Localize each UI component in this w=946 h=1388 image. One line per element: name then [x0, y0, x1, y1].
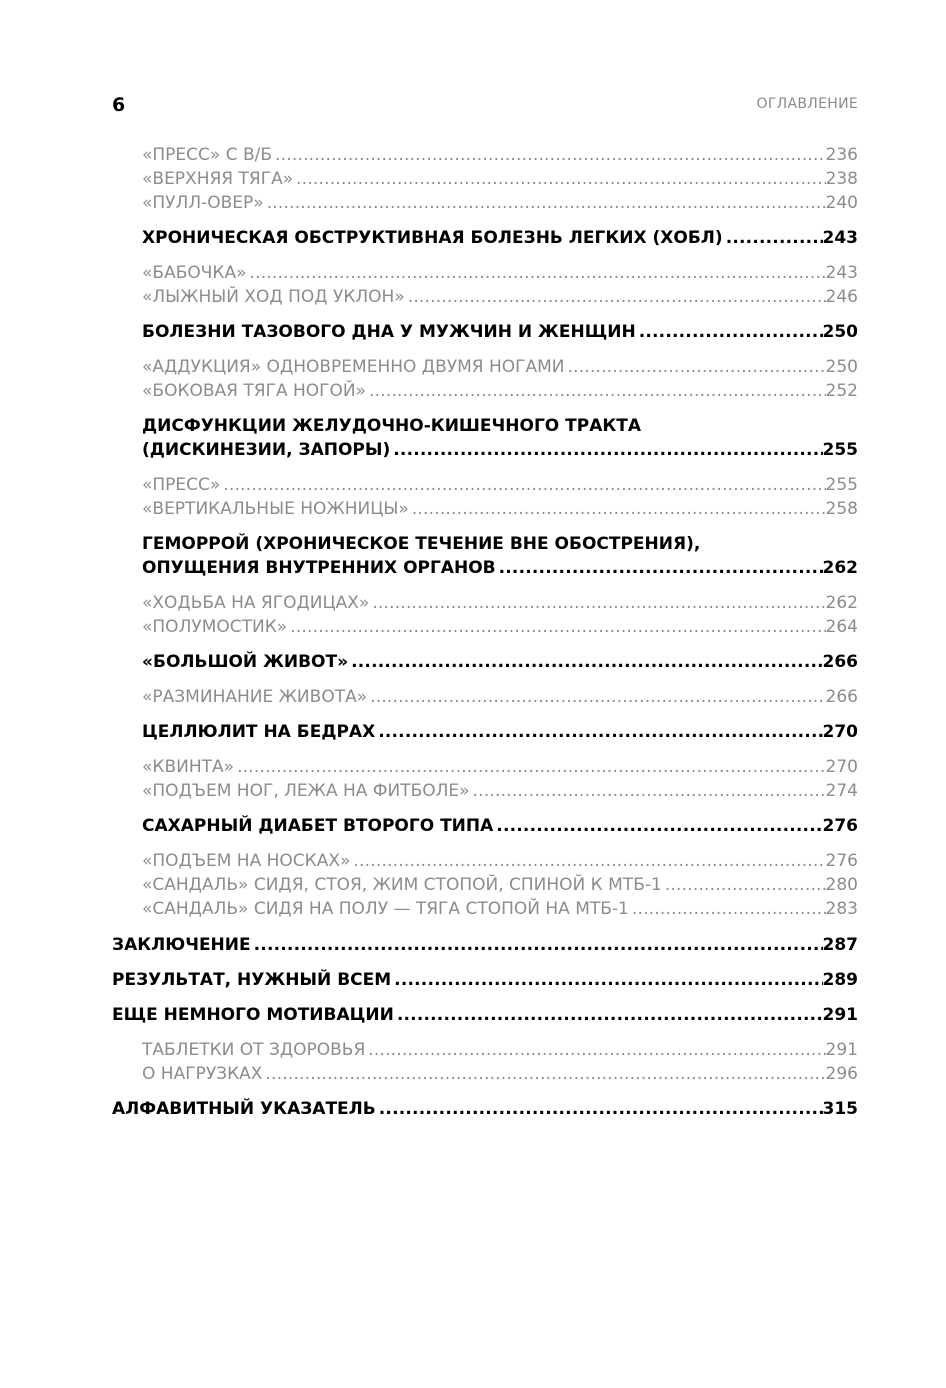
toc-entry-page: 246	[825, 287, 858, 307]
toc-entry[interactable]	[112, 497, 858, 521]
toc-entry-page: 258	[825, 499, 858, 519]
table-of-contents	[112, 143, 858, 1121]
toc-entry-page: 243	[825, 263, 858, 283]
toc-entry-title: «БОКОВАЯ ТЯГА НОГОЙ»	[142, 381, 367, 401]
toc-section-page: 250	[822, 322, 858, 342]
toc-entry-title: «ПУЛЛ-ОВЕР»	[142, 193, 264, 213]
toc-entry[interactable]	[112, 1038, 858, 1062]
toc-chapter-page: 315	[822, 1099, 858, 1119]
toc-section-hemo-line1[interactable]: ГЕМОРРОЙ (ХРОНИЧЕСКОЕ ТЕЧЕНИЕ ВНЕ ОБОСТРЕНИЯ),	[142, 534, 701, 554]
toc-section-gi-line1[interactable]: ДИСФУНКЦИИ ЖЕЛУДОЧНО-КИШЕЧНОГО ТРАКТА	[142, 416, 642, 436]
toc-section-title: ОПУЩЕНИЯ ВНУТРЕННИХ ОРГАНОВ	[142, 558, 496, 578]
toc-entry-title: «ПРЕСС»	[142, 475, 221, 495]
toc-chapter-page: 287	[822, 935, 858, 955]
leader-dots	[409, 497, 826, 521]
toc-section-title: ХРОНИЧЕСКАЯ ОБСТРУКТИВНАЯ БОЛЕЗНЬ ЛЕГКИХ (ХОБЛ)	[142, 228, 723, 248]
leader-dots	[247, 261, 826, 285]
toc-entry-page: 240	[825, 193, 858, 213]
leader-dots	[272, 143, 825, 167]
toc-chapter-title: АЛФАВИТНЫЙ УКАЗАТЕЛЬ	[112, 1099, 376, 1119]
toc-entry[interactable]	[112, 379, 858, 403]
toc-section-diabetes[interactable]	[112, 814, 858, 838]
toc-section-page: 266	[822, 652, 858, 672]
page-number: 6	[112, 94, 126, 116]
leader-dots	[375, 720, 822, 744]
toc-chapter-page: 289	[822, 970, 858, 990]
leader-dots	[723, 226, 823, 250]
toc-entry-title: «ПОДЪЕМ НОГ, ЛЕЖА НА ФИТБОЛЕ»	[142, 781, 470, 801]
toc-entry-page: 250	[825, 357, 858, 377]
toc-entry-title: «ХОДЬБА НА ЯГОДИЦАХ»	[142, 593, 370, 613]
toc-entry-page: 238	[825, 169, 858, 189]
toc-section-title: БОЛЕЗНИ ТАЗОВОГО ДНА У МУЖЧИН И ЖЕНЩИН	[142, 322, 636, 342]
toc-entry-page: 266	[825, 687, 858, 707]
toc-section-gi[interactable]	[112, 438, 858, 462]
toc-chapter-conclusion[interactable]	[112, 933, 858, 957]
toc-entry[interactable]	[112, 191, 858, 215]
leader-dots	[348, 650, 822, 674]
leader-dots	[287, 615, 825, 639]
toc-section-page: 270	[822, 722, 858, 742]
leader-dots	[493, 814, 822, 838]
toc-entry-title: «БАБОЧКА»	[142, 263, 247, 283]
toc-section-copd[interactable]	[112, 226, 858, 250]
toc-entry-title: ТАБЛЕТКИ ОТ ЗДОРОВЬЯ	[142, 1040, 366, 1060]
toc-section-page: 255	[822, 440, 858, 460]
leader-dots	[365, 1038, 825, 1062]
leader-dots	[565, 355, 826, 379]
toc-entry-title: «САНДАЛЬ» СИДЯ, СТОЯ, ЖИМ СТОПОЙ, СПИНОЙ К МТБ-1	[142, 875, 662, 895]
leader-dots	[262, 1062, 825, 1086]
toc-entry[interactable]	[112, 615, 858, 639]
toc-entry[interactable]	[112, 143, 858, 167]
toc-entry[interactable]	[112, 685, 858, 709]
leader-dots	[369, 591, 825, 615]
leader-dots	[470, 779, 826, 803]
toc-entry[interactable]	[112, 755, 858, 779]
toc-entry-page: 276	[825, 851, 858, 871]
toc-entry[interactable]	[112, 261, 858, 285]
toc-entry-title: «САНДАЛЬ» СИДЯ НА ПОЛУ — ТЯГА СТОПОЙ НА МТБ-1	[142, 899, 629, 919]
leader-dots	[629, 897, 826, 921]
toc-section-belly[interactable]	[112, 650, 858, 674]
toc-entry[interactable]	[112, 779, 858, 803]
toc-section-cellulite[interactable]	[112, 720, 858, 744]
toc-section-page: 243	[822, 228, 858, 248]
toc-chapter-page: 291	[822, 1005, 858, 1025]
leader-dots	[367, 685, 825, 709]
toc-entry[interactable]	[112, 355, 858, 379]
toc-section-hemo[interactable]	[112, 556, 858, 580]
leader-dots	[293, 167, 825, 191]
toc-chapter-title: ЗАКЛЮЧЕНИЕ	[112, 935, 251, 955]
toc-section-title: САХАРНЫЙ ДИАБЕТ ВТОРОГО ТИПА	[142, 816, 494, 836]
toc-entry-page: 252	[825, 381, 858, 401]
leader-dots	[220, 473, 825, 497]
toc-section-title: «БОЛЬШОЙ ЖИВОТ»	[142, 652, 349, 672]
toc-entry-page: 236	[825, 145, 858, 165]
toc-entry-page: 262	[825, 593, 858, 613]
toc-entry-page: 264	[825, 617, 858, 637]
toc-entry-page: 270	[825, 757, 858, 777]
toc-entry-title: «ВЕРХНЯЯ ТЯГА»	[142, 169, 294, 189]
toc-section-page: 262	[822, 558, 858, 578]
leader-dots	[662, 873, 826, 897]
toc-section-page: 276	[822, 816, 858, 836]
leader-dots	[350, 849, 825, 873]
leader-dots	[264, 191, 826, 215]
toc-chapter-title: РЕЗУЛЬТАТ, НУЖНЫЙ ВСЕМ	[112, 970, 392, 990]
leader-dots	[391, 968, 822, 992]
leader-dots	[366, 379, 826, 403]
leader-dots	[376, 1097, 823, 1121]
toc-entry-title: «ПОДЪЕМ НА НОСКАХ»	[142, 851, 351, 871]
toc-entry-title: О НАГРУЗКАХ	[142, 1064, 263, 1084]
toc-section-title: ЦЕЛЛЮЛИТ НА БЕДРАХ	[142, 722, 376, 742]
toc-entry[interactable]	[112, 591, 858, 615]
toc-entry-title: «ПРЕСС» С В/Б	[142, 145, 273, 165]
toc-section-title: (ДИСКИНЕЗИИ, ЗАПОРЫ)	[142, 440, 391, 460]
toc-section-pelvic[interactable]	[112, 320, 858, 344]
toc-entry-page: 280	[825, 875, 858, 895]
leader-dots	[390, 438, 822, 462]
leader-dots	[394, 1003, 823, 1027]
toc-entry[interactable]	[112, 1062, 858, 1086]
toc-entry-title: «АДДУКЦИЯ» ОДНОВРЕМЕННО ДВУМЯ НОГАМИ	[142, 357, 565, 377]
toc-entry-page: 296	[825, 1064, 858, 1084]
toc-entry[interactable]	[112, 473, 858, 497]
leader-dots	[405, 285, 826, 309]
leader-dots	[636, 320, 823, 344]
toc-entry-title: «ВЕРТИКАЛЬНЫЕ НОЖНИЦЫ»	[142, 499, 409, 519]
toc-chapter-result[interactable]	[112, 968, 858, 992]
toc-entry-title: «ПОЛУМОСТИК»	[142, 617, 288, 637]
toc-chapter-index[interactable]	[112, 1097, 858, 1121]
toc-entry-page: 274	[825, 781, 858, 801]
toc-entry-page: 291	[825, 1040, 858, 1060]
toc-entry-title: «ЛЫЖНЫЙ ХОД ПОД УКЛОН»	[142, 287, 405, 307]
leader-dots	[234, 755, 825, 779]
toc-entry[interactable]	[112, 849, 858, 873]
toc-entry-title: «КВИНТА»	[142, 757, 235, 777]
toc-entry[interactable]	[112, 167, 858, 191]
toc-entry[interactable]	[112, 873, 858, 897]
running-head: ОГЛАВЛЕНИЕ	[756, 96, 858, 112]
leader-dots	[496, 556, 823, 580]
toc-entry-page: 255	[825, 475, 858, 495]
toc-entry[interactable]	[112, 285, 858, 309]
toc-entry[interactable]	[112, 897, 858, 921]
toc-chapter-motivation[interactable]	[112, 1003, 858, 1027]
leader-dots	[251, 933, 823, 957]
toc-chapter-title: ЕЩЕ НЕМНОГО МОТИВАЦИИ	[112, 1005, 394, 1025]
toc-entry-title: «РАЗМИНАНИЕ ЖИВОТА»	[142, 687, 368, 707]
toc-entry-page: 283	[825, 899, 858, 919]
